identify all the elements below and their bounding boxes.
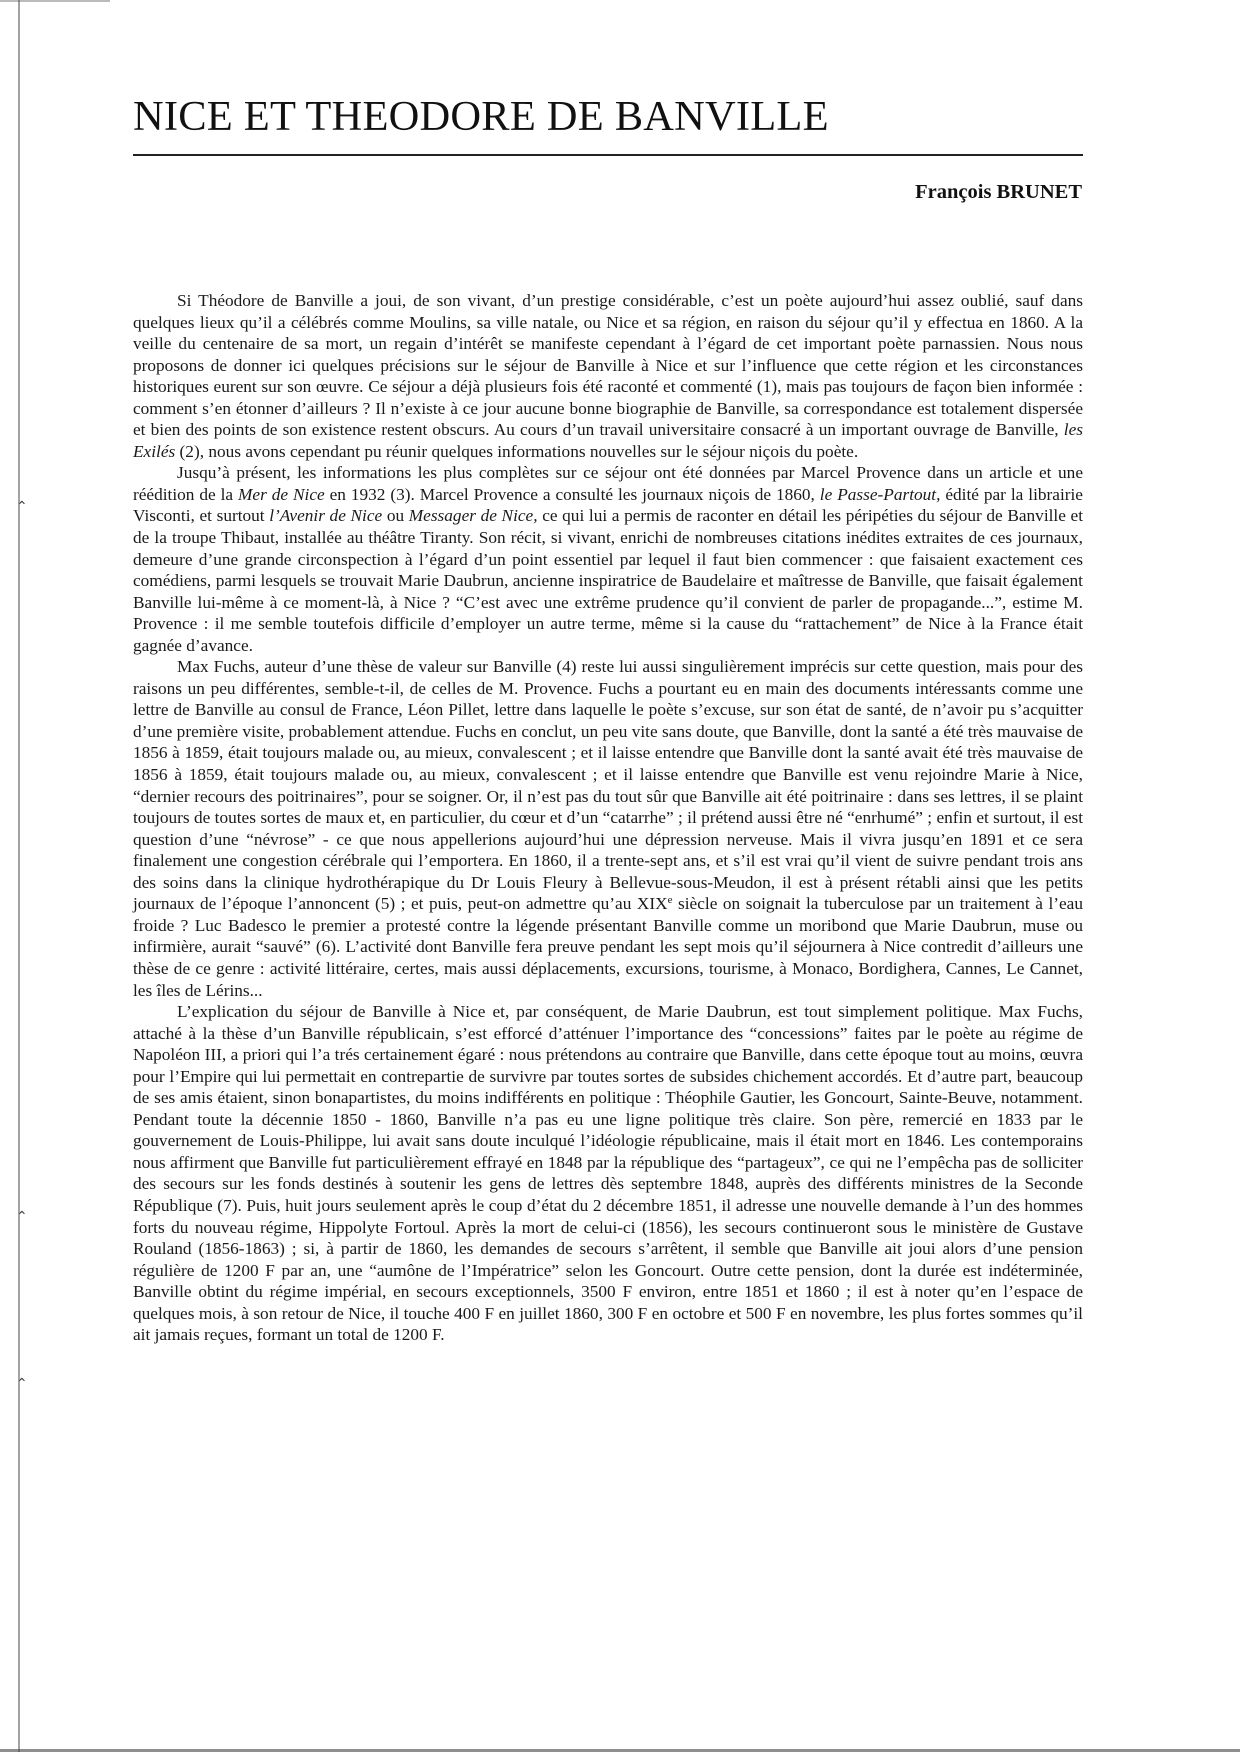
- italic-title-run: les Exilés: [133, 420, 1083, 461]
- title-rule: [133, 154, 1083, 156]
- body-paragraph: [133, 290, 1083, 462]
- article-title: NICE ET THEODORE DE BANVILLE: [133, 93, 829, 140]
- text-run: ce qui lui a permis de raconter en détail les péripéties du séjour de Banville et de la troupe Thibaut, installée au théâtre Tiranty. Son récit, si vivant, enrichi de nombreuses citations inédites extraites de ces journaux, demeure d’une grande circonspection à l’égard d’un point essentiel par lequel il faut bien commencer : que faisaient exactement ces comédiens, parmi lesquels se trouvait Marie Daubrun, ancienne inspiratrice de Baudelaire et maîtresse de Banville, que faisait également Banville lui-même à ce moment-là, à Nice ? “C’est avec une extrême prudence qu’il convient de parler de propagande...”, estime M. Provence : il me semble toutefois difficile d’employer un autre terme, même si la cause du “rattachement” de Nice à la France était gagnée d’avance.: [133, 506, 1084, 655]
- italic-title-run: Messager de Nice,: [408, 506, 538, 526]
- text-run: Jusqu’à présent, les informations les plus complètes sur ce séjour ont été données par Marcel Provence dans un article et une réédition de la: [133, 463, 1083, 504]
- binding-tick-mark: ⌃: [16, 1377, 28, 1392]
- article-author: François BRUNET: [915, 181, 1082, 203]
- text-run: siècle on soignait la tuberculose par un traitement à l’eau froide ? Luc Badesco le premier a protesté contre la légende présentant Banville comme un moribond que Marie Daubrun, muse ou infirmière, aurait “sauvé” (6). L’activité dont Banville fera preuve pendant les sept mois qu’il séjournera à Nice contredit d’ailleurs une thèse de ce genre : activité littéraire, certes, mais aussi déplacements, excursions, tourisme, à Monaco, Bordighera, Cannes, Le Cannet, les îles de Lérins...: [133, 894, 1083, 1000]
- article-body: [133, 290, 1083, 1346]
- text-run: Max Fuchs, auteur d’une thèse de valeur sur Banville (4) reste lui aussi singulièrement imprécis sur cette question, mais pour des raisons un peu différentes, semble-t-il, de celles de M. Provence. Fuchs a pourtant eu en main des documents intéressants comme une lettre de Banville au consul de France, Léon Pillet, lettre dans laquelle le poète s’excuse, sur son état de santé, de n’avoir pu s’acquitter d’une première visite, probablement attendue. Fuchs en conclut, un peu vite sans doute, que Banville, dont la santé a été très mauvaise de 1856 à 1859, était toujours malade ou, au mieux, convalescent ; et il laisse entendre que Banville dont la santé avait été très mauvaise de 1856 à 1859, était toujours malade ou, au mieux, convalescent ; et il laisse entendre que Banville est venu rejoindre Marie à Nice, “dernier recours des poitrinaires”, pour se soigner. Or, il n’est pas du tout sûr que Banville ait été poitrinaire : dans ses lettres, il se plaint toujours de toutes sortes de maux et, en particulier, du cœur et d’un “catarrhe” ; il prétend aussi être né “enrhumé” ; enfin et surtout, il est question d’une “névrose” - ce que nous appellerions aujourd’hui une dépression nerveuse. Mais il vivra jusqu’en 1891 et ce sera finalement une congestion cérébrale qui l’emportera. En 1860, il a trente-sept ans, et s’il est vrai qu’il vient de suivre pendant trois ans des soins dans la clinique hydrothérapique du Dr Louis Fleury à Bellevue-sous-Meudon, il est à présent rétabli ainsi que les petits journaux de l’époque l’annoncent (5) ; et puis, peut-on admettre qu’au XIX: [133, 657, 1083, 914]
- text-run: ou: [382, 506, 409, 526]
- binding-tick-mark: ⌃: [16, 500, 28, 515]
- binding-tick-mark: ⌃: [16, 1210, 28, 1225]
- text-run: en 1932 (3). Marcel Provence a consulté les journaux niçois de 1860,: [324, 484, 820, 504]
- text-run: édité par la librairie Visconti, et surtout: [133, 484, 1083, 526]
- text-run: Si Théodore de Banville a joui, de son vivant, d’un prestige considérable, c’est un poète aujourd’hui assez oublié, sauf dans quelques lieux qu’il a célébrés comme Moulins, sa ville natale, ou Nice et sa région, en raison du séjour qu’il y effectua en 1860. A la veille du centenaire de sa mort, un regain d’intérêt se manifeste cependant à l’égard de cet important poète parnassien. Nous nous proposons de donner ici quelques précisions sur le séjour de Banville à Nice et sur l’influence que cette région et les circonstances historiques eurent sur son œuvre. Ce séjour a déjà plusieurs fois été raconté et commenté (1), mais pas toujours de façon bien informée : comment s’en étonner d’ailleurs ? Il n’existe à ce jour aucune bonne biographie de Banville, sa correspondance est totalement dispersée et bien des points de son existence restent obscurs. Au cours d’un travail universitaire consacré à un important ouvrage de Banville,: [133, 291, 1083, 440]
- italic-title-run: l’Avenir de Nice: [269, 506, 383, 526]
- superscript-run: e: [667, 894, 673, 907]
- italic-title-run: le Passe-Partout,: [819, 484, 941, 504]
- body-paragraph: [133, 1001, 1083, 1346]
- body-paragraph: [133, 462, 1083, 656]
- text-run: (2), nous avons cependant pu réunir quelques informations nouvelles sur le séjour niçois du poète.: [175, 441, 859, 461]
- page-binding-edge: [18, 0, 20, 1752]
- body-paragraph: [133, 656, 1083, 1001]
- text-run: L’explication du séjour de Banville à Nice et, par conséquent, de Marie Daubrun, est tout simplement politique. Max Fuchs, attaché à la thèse d’un Banville républicain, s’est efforcé d’atténuer l’importance des “concessions” faites par le poète au régime de Napoléon III, a priori qui l’a trés certainement égaré : nous prétendons au contraire que Banville, dans cette époque tout au moins, œuvra pour l’Empire qui lui permettait en contrepartie de survivre par toutes sortes de subsides chichement accordés. Et d’autre part, beaucoup de ses amis étaient, sinon bonapartistes, du moins indifférents en politique : Théophile Gautier, les Goncourt, Sainte-Beuve, notamment. Pendant toute la décennie 1850 - 1860, Banville n’a pas eu une ligne politique très claire. Son père, remercié en 1833 par le gouvernement de Louis-Philippe, lui avait sans doute inculqué l’idéologie républicaine, mais il était mort en 1846. Les contemporains nous affirment que Banville fut particulièrement effrayé en 1848 par la république des “partageux”, ce qui ne l’empêcha pas de solliciter des secours sur les fonds destinés à soutenir les gens de lettres dès septembre 1848, auprès des différents ministres de la Seconde République (7). Puis, huit jours seulement après le coup d’état du 2 décembre 1851, il adresse une nouvelle demande à l’un des hommes forts du nouveau régime, Hippolyte Fortoul. Après la mort de celui-ci (1856), les secours continueront sous le ministère de Gustave Rouland (1856-1863) ; si, à partir de 1860, les demandes de secours s’arrêtent, il semble que Banville ait joui alors d’une pension régulière de 1200 F par an, une “aumône de l’Impératrice” selon les Goncourt. Outre cette pension, dont la durée est indéterminée, Banville obtint du régime impérial, en secours exceptionnels, 3500 F environ, entre 1851 et 1860 ; il est à noter qu’en l’espace de quelques mois, à son retour de Nice, il touche 400 F en juillet 1860, 300 F en octobre et 500 F en novembre, les plus fortes sommes qu’il ait jamais reçues, formant un total de 1200 F.: [133, 1002, 1083, 1345]
- page-top-edge: [0, 0, 110, 2]
- italic-title-run: Mer de Nice: [238, 484, 325, 504]
